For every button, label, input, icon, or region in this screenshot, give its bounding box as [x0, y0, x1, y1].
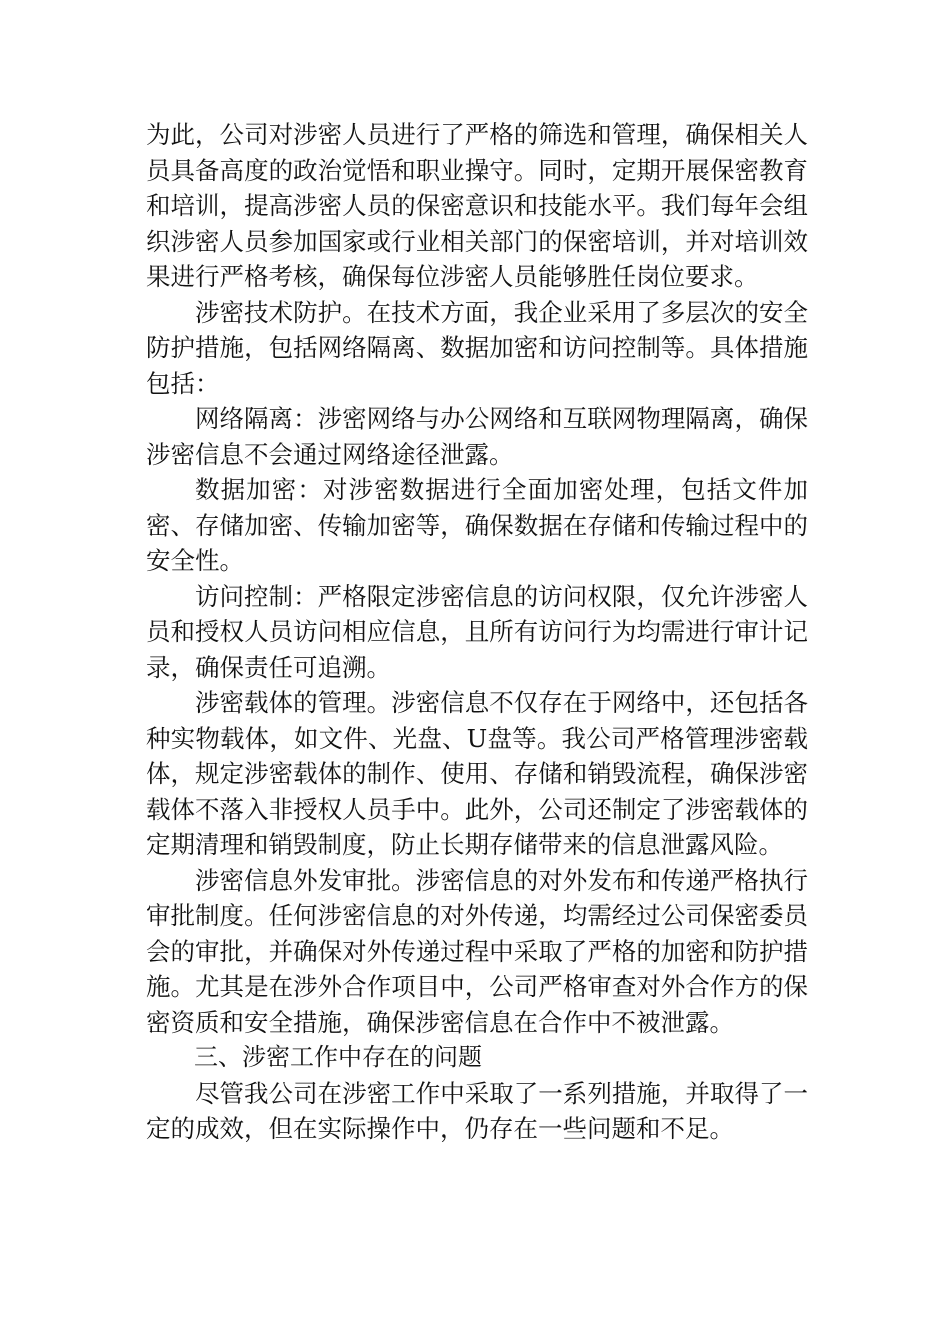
paragraph-access-control: 访问控制：严格限定涉密信息的访问权限，仅允许涉密人员和授权人员访问相应信息，且所有访问行为均需进行审计记录，确保责任可追溯。 [146, 581, 808, 682]
paragraph-carrier-management: 涉密载体的管理。涉密信息不仅存在于网络中，还包括各种实物载体，如文件、光盘、U盘等。我公司严格管理涉密载体，规定涉密载体的制作、使用、存储和销毁流程，确保涉密载体不落入非授权人员手中。此外，公司还制定了涉密载体的定期清理和销毁制度，防止长期存储带来的信息泄露风险。 [146, 688, 808, 859]
paragraph-network-isolation: 网络隔离：涉密网络与办公网络和互联网物理隔离，确保涉密信息不会通过网络途径泄露。 [146, 404, 808, 469]
paragraph-problems-intro: 尽管我公司在涉密工作中采取了一系列措施，并取得了一定的成效，但在实际操作中，仍存在一些问题和不足。 [146, 1078, 808, 1143]
paragraph-data-encryption: 数据加密：对涉密数据进行全面加密处理，包括文件加密、存储加密、传输加密等，确保数据在存储和传输过程中的安全性。 [146, 475, 808, 575]
paragraph-outbound-approval: 涉密信息外发审批。涉密信息的对外发布和传递严格执行审批制度。任何涉密信息的对外传递，均需经过公司保密委员会的审批，并确保对外传递过程中采取了严格的加密和防护措施。尤其是在涉外合作项目中，公司严格审查对外合作方的保密资质和安全措施，确保涉密信息在合作中不被泄露。 [146, 865, 808, 1037]
document-body [146, 117, 808, 1147]
section-heading: 三、涉密工作中存在的问题 [194, 1043, 482, 1071]
paragraph-personnel-management: 为此，公司对涉密人员进行了严格的筛选和管理，确保相关人员具备高度的政治觉悟和职业操守。同时，定期开展保密教育和培训，提高涉密人员的保密意识和技能水平。我们每年会组织涉密人员参加国家或行业相关部门的保密培训，并对培训效果进行严格考核，确保每位涉密人员能够胜任岗位要求。 [146, 120, 808, 291]
paragraph-technical-protection: 涉密技术防护。在技术方面，我企业采用了多层次的安全防护措施，包括网络隔离、数据加密和访问控制等。具体措施包括： [146, 297, 808, 398]
